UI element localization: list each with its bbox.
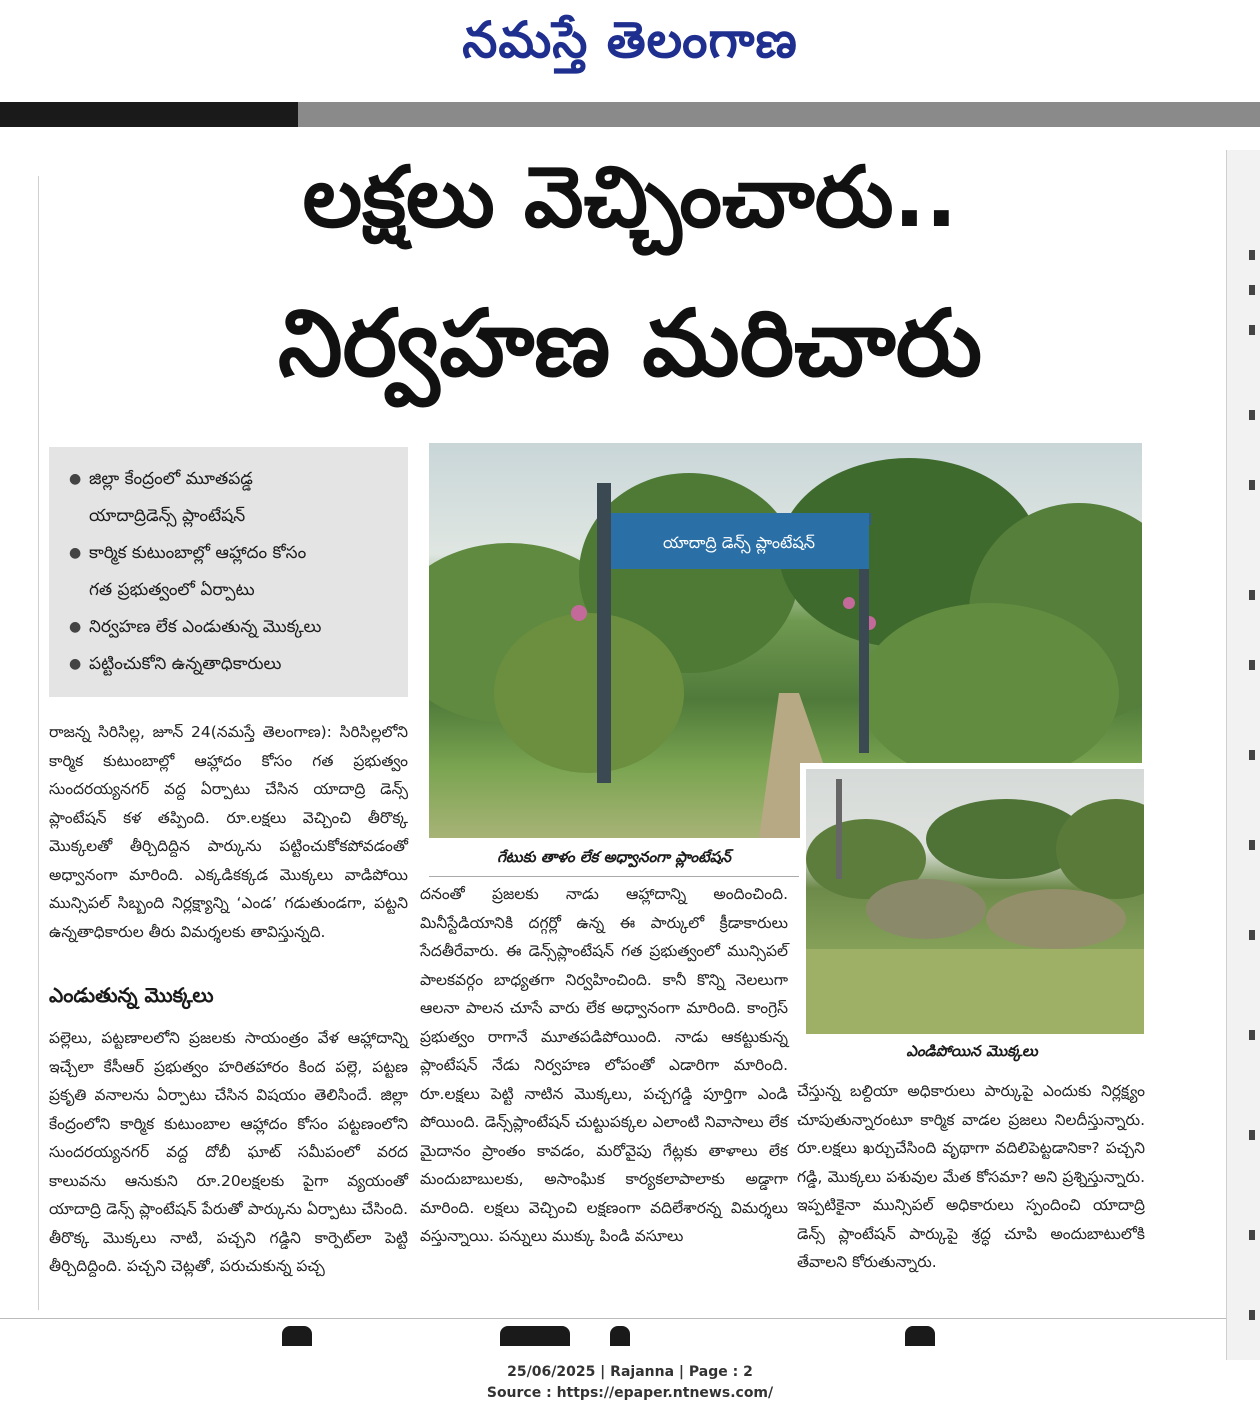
masthead (0, 0, 1260, 92)
bullet-icon: ● (69, 545, 82, 561)
sign-text: యాదాద్రి డెన్స్ ప్లాంటేషన్ (662, 533, 816, 552)
article-column-3 (797, 1077, 1145, 1277)
highlight-text-cont: గత ప్రభుత్వంలో ఏర్పాటు (89, 580, 255, 600)
highlight-item (69, 609, 396, 646)
highlight-text: జిల్లా కేంద్రంలో మూతపడ్డ (89, 469, 253, 489)
next-article-glyph (500, 1326, 570, 1346)
article-subhead: ఎండుతున్న మొక్కలు (49, 983, 214, 1007)
highlight-text: నిర్వహణ లేక ఎండుతున్న మొక్కలు (89, 617, 322, 637)
photo-caption-gate: గేటుకు తాళం లేక అధ్వానంగా ప్లాంటేషన్ (429, 842, 799, 877)
dried-plants-photo (800, 763, 1150, 1040)
article-column-2 (420, 880, 788, 1251)
bottom-divider (0, 1318, 1226, 1319)
dried-plants-illustration (806, 769, 1144, 1034)
column-1-text: పల్లెలు, పట్టణాలలోని ప్రజలకు సాయంత్రం వేళ ఆహ్లాదాన్ని ఇచ్చేలా కేసీఆర్ ప్రభుత్వం హరితహారం కింద పల్లె, పట్టణ ప్రకృతి వనాలను ఏర్పాటు చేసిన విషయం తెలిసిందే. జిల్లా కేంద్రంలోని కార్మిక కుటుంబాల ఆహ్లాదం కోసం పట్టణంలోని సుందరయ్యనగర్ వద్ద దోబీ ఘాట్ సమీపంలో వరద కాలువను ఆనుకుని రూ.20లక్షలకు పైగా వ్యయంతో యాదాద్రి డెన్స్ ప్లాంటేషన్ పేరుతో పార్కును ఏర్పాటు చేసింది. తీరొక్క మొక్కలు నాటి, పచ్చని గడ్డిని కార్పెట్‌లా పెట్టి తీర్చిదిద్దింది. పచ్చని చెట్లతో, పరుచుకున్న పచ్చ (49, 1029, 408, 1275)
article-column-1 (49, 1024, 408, 1281)
next-article-glyph (282, 1326, 312, 1346)
bullet-icon: ● (69, 619, 82, 635)
section-bar-grey (298, 102, 1260, 127)
highlight-text-cont: యాదాద్రిడెన్స్ ప్లాంటేషన్ (89, 506, 246, 526)
highlight-item (69, 646, 396, 683)
headline-line-1: లక్షలు వెచ్చించారు.. (302, 148, 958, 246)
highlight-text: కార్మిక కుటుంబాల్లో ఆహ్లాదం కోసం (89, 543, 307, 563)
footer-date-page: 25/06/2025 | Rajanna | Page : 2 (507, 1364, 753, 1380)
page-footer (0, 1362, 1260, 1404)
photo-caption-dried: ఎండిపోయిన మొక్కలు (906, 1042, 1038, 1060)
bullet-icon: ● (69, 471, 82, 487)
column-divider (38, 176, 39, 1310)
column-2-text: దనంతో ప్రజలకు నాడు ఆహ్లాదాన్ని అందించింది. మినీస్టేడియానికి దగ్గర్లో ఉన్న ఈ పార్కులో క్రీడాకారులు సేదతీరేవారు. ఈ డెన్స్‌ప్లాంటేషన్ గత ప్రభుత్వంలో మున్సిపల్ పాలకవర్గం బాధ్యతగా నిర్వహించింది. కానీ కొన్ని నెలలుగా ఆలనా పాలన చూసే వారు లేక అధ్వానంగా మారింది. కాంగ్రెస్ ప్రభుత్వం రాగానే మూతపడిపోయింది. నాడు ఆకట్టుకున్న ప్లాంటేషన్ నేడు నిర్వహణ లోపంతో ఎడారిగా మారింది. రూ.లక్షలు పెట్టి నాటిన మొక్కలు, పచ్చగడ్డి పూర్తిగా ఎండి పోయింది. డెన్స్‌ప్లాంటేషన్ చుట్టుపక్కల ఎలాంటి నివాసాలు లేక మైదానం ప్రాంతం కావడం, మరోవైపు గేట్లకు తాళాలు లేక మందుబాబులకు, అసాంఘిక కార్యకలాపాలాకు అడ్డాగా మారింది. లక్షలు వెచ్చించి లక్షణంగా వదిలేశారన్న విమర్శలు వస్తున్నాయి. పన్నులు ముక్కు పిండి వసూలు (420, 885, 788, 1245)
adjacent-article-strip (1226, 150, 1260, 1360)
highlights-box (49, 447, 408, 697)
next-article-glyph (610, 1326, 630, 1346)
headline-line-2: నిర్వహణ మరిచారు (277, 290, 983, 397)
newspaper-logo: నమస్తే తెలంగాణ (462, 10, 798, 69)
footer-source-link[interactable]: Source : https://epaper.ntnews.com/ (486, 1385, 774, 1401)
highlight-item (69, 461, 396, 498)
next-article-glyph (905, 1326, 935, 1346)
section-bar-dark (0, 102, 298, 127)
bullet-icon: ● (69, 656, 82, 672)
column-3-text: చేస్తున్న బల్దియా అధికారులు పార్కుపై ఎందుకు నిర్లక్ష్యం చూపుతున్నారంటూ కార్మిక వాడల ప్రజలు నిలదీస్తున్నారు. రూ.లక్షలు ఖర్చుచేసింది వృథాగా వదిలిపెట్టడానికా? పచ్చని గడ్డి, మొక్కలు పశువుల మేత కోసమా? అని ప్రశ్నిస్తున్నారు. ఇప్పటికైనా మున్సిపల్ అధికారులు స్పందించి యాదాద్రి డెన్స్ ప్లాంటేషన్ పార్కుపై శ్రద్ధ చూపి అందుబాటులోకి తేవాలని కోరుతున్నారు. (797, 1082, 1145, 1271)
article-intro (49, 718, 408, 946)
highlight-text: పట్టించుకోని ఉన్నతాధికారులు (89, 654, 282, 674)
highlight-item (69, 535, 396, 572)
intro-paragraph: రాజన్న సిరిసిల్ల, జూన్ 24(నమస్తే తెలంగాణ): సిరిసిల్లలోని కార్మిక కుటుంబాల్లో ఆహ్లాదం కోసం గత ప్రభుత్వం సుందరయ్యనగర్ వద్ద ఏర్పాటు చేసిన యాదాద్రి డెన్స్ ప్లాంటేషన్ కళ తప్పింది. రూ.లక్షలు వెచ్చించి తీరొక్క మొక్కలతో తీర్చిదిద్దిన పార్కును పట్టించుకోకపోవడంతో అధ్వానంగా మారింది. ఎక్కడికక్కడ మొక్కలు వాడిపోయి మున్సిపల్ సిబ్బంది నిర్లక్ష్యాన్ని ‘ఎండ’ గడుతుండగా, పట్టని ఉన్నతాధికారుల తీరు విమర్శలకు తావిస్తున్నది. (49, 723, 408, 941)
